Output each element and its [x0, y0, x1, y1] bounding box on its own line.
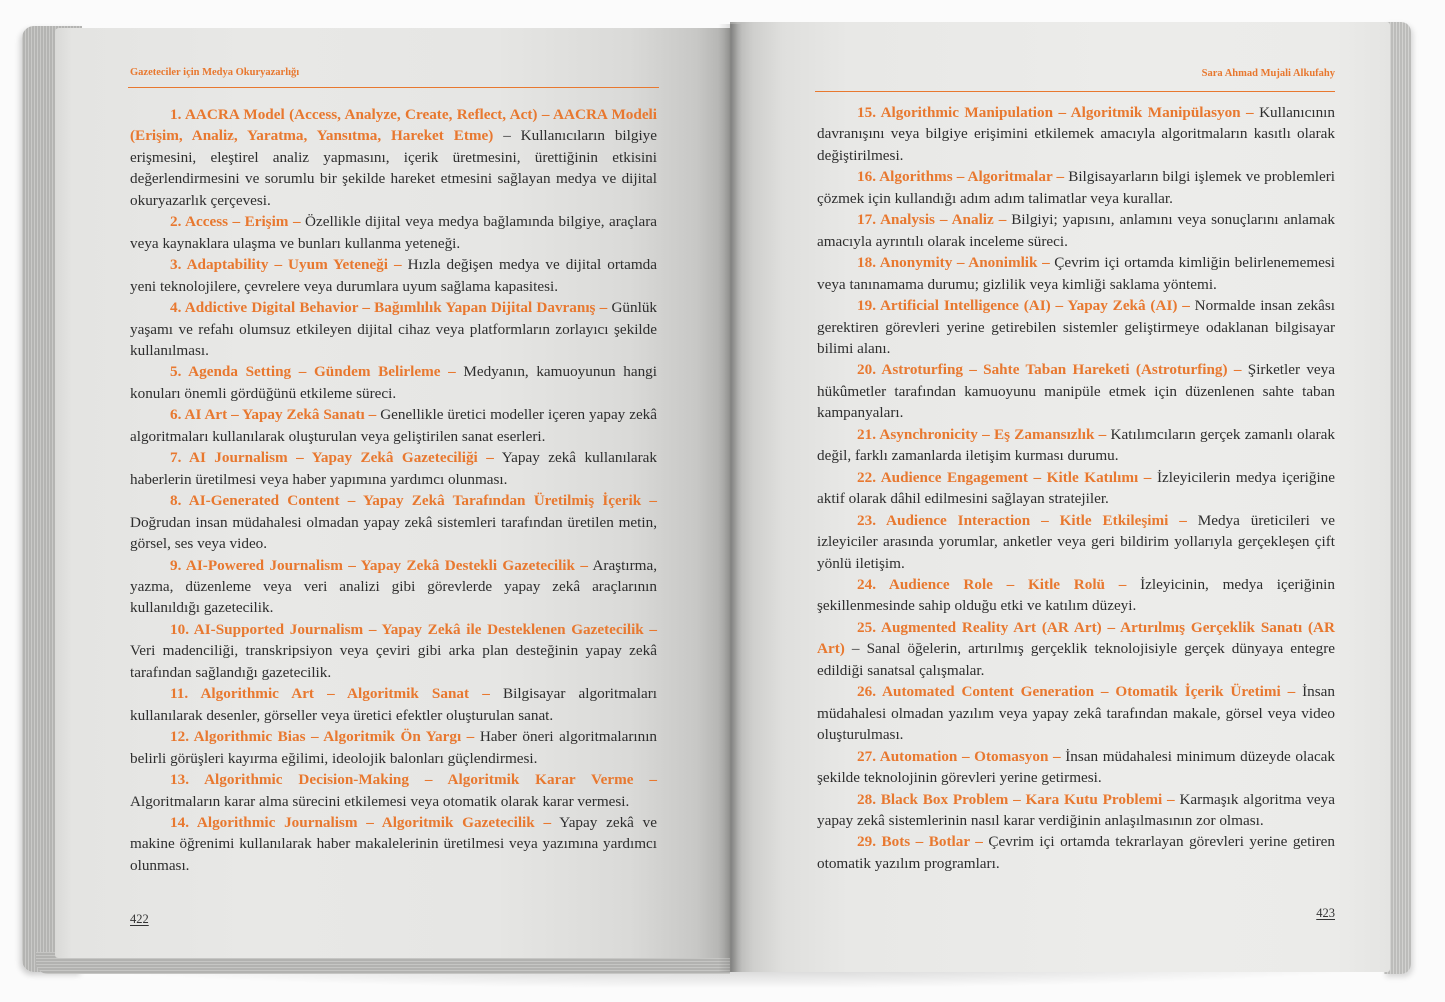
- entry-term: 22. Audience Engagement – Kitle Katılımı –: [857, 468, 1152, 486]
- entry-definition: Bilgisayarların bilgi işlemek ve problemleri çözmek için kullandığı adım adım talimatlar veya kurallar.: [817, 168, 1335, 207]
- glossary-entry: [130, 683, 657, 726]
- entry-term: 11. Algorithmic Art – Algoritmik Sanat –: [170, 685, 490, 703]
- entry-term: 28. Black Box Problem – Kara Kutu Problemi –: [857, 790, 1175, 808]
- glossary-entry: [817, 359, 1335, 423]
- glossary-entry: [130, 490, 657, 554]
- entry-definition: Bilgiyi; yapısını, anlamını veya sonuçlarını anlamak amacıyla ayrıntılı olarak inceleme süreci.: [817, 211, 1336, 250]
- glossary-entry: [817, 831, 1335, 874]
- entry-definition: Haber öneri algoritmalarının belirli görüşleri kayırma eğilimi, ideolojik balonları güçlendirmesi.: [130, 728, 658, 767]
- glossary-entry: [130, 104, 657, 211]
- glossary-entry: [817, 252, 1335, 295]
- entry-definition: – Kullanıcıların bilgiye erişmesini, eleştirel analiz yapmasını, içerik üretmesini, ürettiğinin etkisini değerlendirmesini ve sorumlu bir şekilde hareket etmesini sağlayan medya ve dijital okuryazarlık çerçevesi.: [130, 127, 658, 209]
- entry-term: 9. AI-Powered Journalism – Yapay Zekâ Destekli Gazetecilik –: [170, 556, 588, 574]
- entry-term: 4. Addictive Digital Behavior – Bağımlılık Yapan Dijital Davranış –: [170, 299, 608, 317]
- glossary-entry: [130, 447, 657, 490]
- entry-term: 18. Anonymity – Anonimlik –: [857, 254, 1050, 272]
- entry-definition: Normalde insan zekâsı gerektiren görevleri yerine getirebilen sistemler geliştirmeye odaklanan bilgisayar bilimi alanı.: [817, 297, 1336, 357]
- spine-shadow: [718, 24, 742, 972]
- glossary-entry: [817, 789, 1335, 832]
- entry-definition: Günlük yaşamı ve refahı olumsuz etkileyen dijital cihaz veya platformların zorlayıcı şekilde kullanılması.: [130, 299, 658, 359]
- entry-definition: İzleyicilerin medya içeriğine aktif olarak dâhil edilmesini sağlayan stratejiler.: [817, 468, 1335, 508]
- entry-definition: Kullanıcının davranışını veya bilgiye erişimini etkilemek amacıyla algoritmaların kasıtlı olarak değiştirilmesi.: [817, 104, 1335, 164]
- right-page-glossary: [817, 102, 1335, 874]
- entry-term: 17. Analysis – Analiz –: [857, 211, 1007, 229]
- glossary-entry: [817, 574, 1335, 617]
- entry-term: 16. Algorithms – Algoritmalar –: [857, 168, 1065, 186]
- page-number-right: 423: [1316, 906, 1335, 920]
- entry-definition: – Sanal öğelerin, artırılmış gerçeklik teknolojisiyle gerçek dünyaya entegre edildiği sanatsal çalışmalar.: [817, 640, 1335, 679]
- glossary-entry: [130, 726, 657, 769]
- glossary-entry: [817, 166, 1335, 209]
- entry-definition: Hızla değişen medya ve dijital ortamda yeni teknolojilere, çevrelere veya durumlara uyum sağlama kapasitesi.: [130, 256, 657, 295]
- entry-term: 27. Automation – Otomasyon –: [857, 747, 1061, 765]
- glossary-entry: [130, 361, 657, 404]
- glossary-entry: [130, 211, 657, 254]
- entry-term: 25. Augmented Reality Art (AR Art) – Artırılmış Gerçeklik Sanatı (AR Art): [817, 618, 1335, 658]
- entry-definition: İnsan müdahalesi olmadan yazılım veya yapay zekâ tarafından makale, görsel veya video oluşturulması.: [817, 683, 1336, 744]
- entry-term: 6. AI Art – Yapay Zekâ Sanatı –: [170, 406, 377, 424]
- glossary-entry: [130, 555, 657, 619]
- glossary-entry: [130, 404, 657, 447]
- glossary-entry: [130, 619, 657, 683]
- left-page-glossary: [130, 104, 657, 876]
- entry-definition: Karmaşık algoritma veya yapay zekâ sistemlerinin nasıl karar verdiğinin anlaşılmasının zor olması.: [817, 790, 1335, 829]
- entry-term: 3. Adaptability – Uyum Yeteneği –: [170, 256, 402, 274]
- entry-term: 21. Asynchronicity – Eş Zamansızlık –: [857, 425, 1107, 443]
- entry-term: 12. Algorithmic Bias – Algoritmik Ön Yargı –: [170, 728, 475, 746]
- entry-definition: Çevrim içi ortamda tekrarlayan görevleri yerine getiren otomatik yazılım programları.: [817, 833, 1335, 872]
- entry-term: 10. AI-Supported Journalism – Yapay Zekâ ile Desteklenen Gazetecilik –: [170, 620, 657, 638]
- entry-definition: Özellikle dijital veya medya bağlamında bilgiye, araçlara veya kaynaklara ulaşma ve bunları kullanma yeteneği.: [130, 213, 658, 252]
- entry-definition: İnsan müdahalesi minimum düzeyde olacak şekilde teknolojinin görevleri yerine getirmesi.: [817, 747, 1336, 787]
- entry-definition: Yapay zekâ kullanılarak haberlerin üretilmesi veya haber yapımına yardımcı olunması.: [130, 449, 658, 488]
- entry-term: 23. Audience Interaction – Kitle Etkileşimi –: [857, 511, 1187, 529]
- page-number-left: 422: [130, 912, 149, 926]
- entry-term: 24. Audience Role – Kitle Rolü –: [857, 575, 1127, 593]
- glossary-entry: [817, 617, 1335, 681]
- entry-definition: Algoritmaların karar alma sürecini etkilemesi veya otomatik olarak karar vermesi.: [130, 792, 630, 810]
- entry-definition: İzleyicinin, medya içeriğinin şekillenmesinde sahip olduğu etki ve katılım düzeyi.: [817, 575, 1335, 615]
- entry-term: 20. Astroturfing – Sahte Taban Hareketi (Astroturfing) –: [857, 361, 1242, 379]
- entry-term: 8. AI-Generated Content – Yapay Zekâ Tarafından Üretilmiş İçerik –: [170, 492, 657, 510]
- glossary-entry: [130, 254, 657, 297]
- entry-term: 15. Algorithmic Manipulation – Algoritmik Manipülasyon –: [857, 104, 1254, 121]
- glossary-entry: [817, 209, 1335, 252]
- header-rule: [815, 91, 1335, 92]
- glossary-entry: [130, 812, 657, 876]
- entry-term: 5. Agenda Setting – Gündem Belirleme –: [170, 363, 456, 381]
- entry-definition: Şirketler veya hükûmetler tarafından kamuoyunu manipüle etmek için düzenlenen sahte taban kampanyaları.: [817, 361, 1335, 422]
- entry-term: 29. Bots – Botlar –: [857, 833, 983, 851]
- glossary-entry: [130, 297, 657, 361]
- entry-term: 13. Algorithmic Decision-Making – Algoritmik Karar Verme –: [170, 771, 657, 789]
- entry-term: 2. Access – Erişim –: [170, 213, 301, 231]
- glossary-entry: [817, 467, 1335, 510]
- running-head-author: Sara Ahmad Mujali Alkufahy: [1201, 68, 1335, 79]
- entry-term: 19. Artificial Intelligence (AI) – Yapay Zekâ (AI) –: [857, 297, 1190, 315]
- entry-definition: Katılımcıların gerçek zamanlı olarak değil, farklı zamanlarda iletişim kurması durumu.: [817, 425, 1335, 465]
- entry-definition: Bilgisayar algoritmaları kullanılarak desenler, görseller veya üretici efektler oluşturulan sanat.: [130, 685, 657, 724]
- entry-term: 1. AACRA Model (Access, Analyze, Create, Reflect, Act) – AACRA Modeli (Erişim, Analiz, Yaratma, Yansıtma, Hareket Etme): [130, 106, 657, 145]
- entry-term: 26. Automated Content Generation – Otomatik İçerik Üretimi –: [857, 683, 1296, 701]
- entry-definition: Medya üreticileri ve izleyiciler arasında yorumlar, anketler veya geri bildirim yollarıyla gerçekleşen çift yönlü iletişim.: [817, 511, 1336, 572]
- glossary-entry: [817, 510, 1335, 574]
- entry-definition: Veri madenciliği, transkripsiyon veya çeviri gibi arka plan desteğinin yapay zekâ tarafından sağlandığı gazetecilik.: [130, 642, 657, 681]
- glossary-entry: [817, 681, 1335, 745]
- running-head-book-title: Gazeteciler için Medya Okuryazarlığı: [130, 67, 300, 78]
- header-rule: [128, 87, 659, 88]
- entry-definition: Çevrim içi ortamda kimliğin belirlenememesi veya tanınamama durumu; gizlilik veya kimliği saklama yöntemi.: [817, 254, 1336, 293]
- glossary-entry: [817, 424, 1335, 467]
- entry-definition: Genellikle üretici modeller içeren yapay zekâ algoritmaları kullanılarak oluşturulan veya geliştirilen sanat eserleri.: [130, 406, 658, 445]
- entry-term: 14. Algorithmic Journalism – Algoritmik Gazetecilik –: [170, 813, 552, 831]
- glossary-entry: [817, 746, 1335, 789]
- entry-term: 7. AI Journalism – Yapay Zekâ Gazeteciliği –: [170, 449, 494, 467]
- glossary-entry: [817, 102, 1335, 166]
- entry-definition: Doğrudan insan müdahalesi olmadan yapay zekâ sistemleri tarafından üretilen metin, görsel, ses veya video.: [130, 513, 657, 553]
- entry-definition: Yapay zekâ ve makine öğrenimi kullanılarak haber makalelerinin üretilmesi veya yazımına yardımcı olunması.: [130, 813, 657, 874]
- entry-definition: Medyanın, kamuoyunun hangi konuları önemli gördüğünü etkileme süreci.: [130, 363, 657, 402]
- glossary-entry: [817, 295, 1335, 359]
- entry-definition: Araştırma, yazma, düzenleme veya veri analizi gibi görevlerde yapay zekâ araçlarının kullanıldığı gazetecilik.: [130, 556, 657, 617]
- glossary-entry: [130, 769, 657, 812]
